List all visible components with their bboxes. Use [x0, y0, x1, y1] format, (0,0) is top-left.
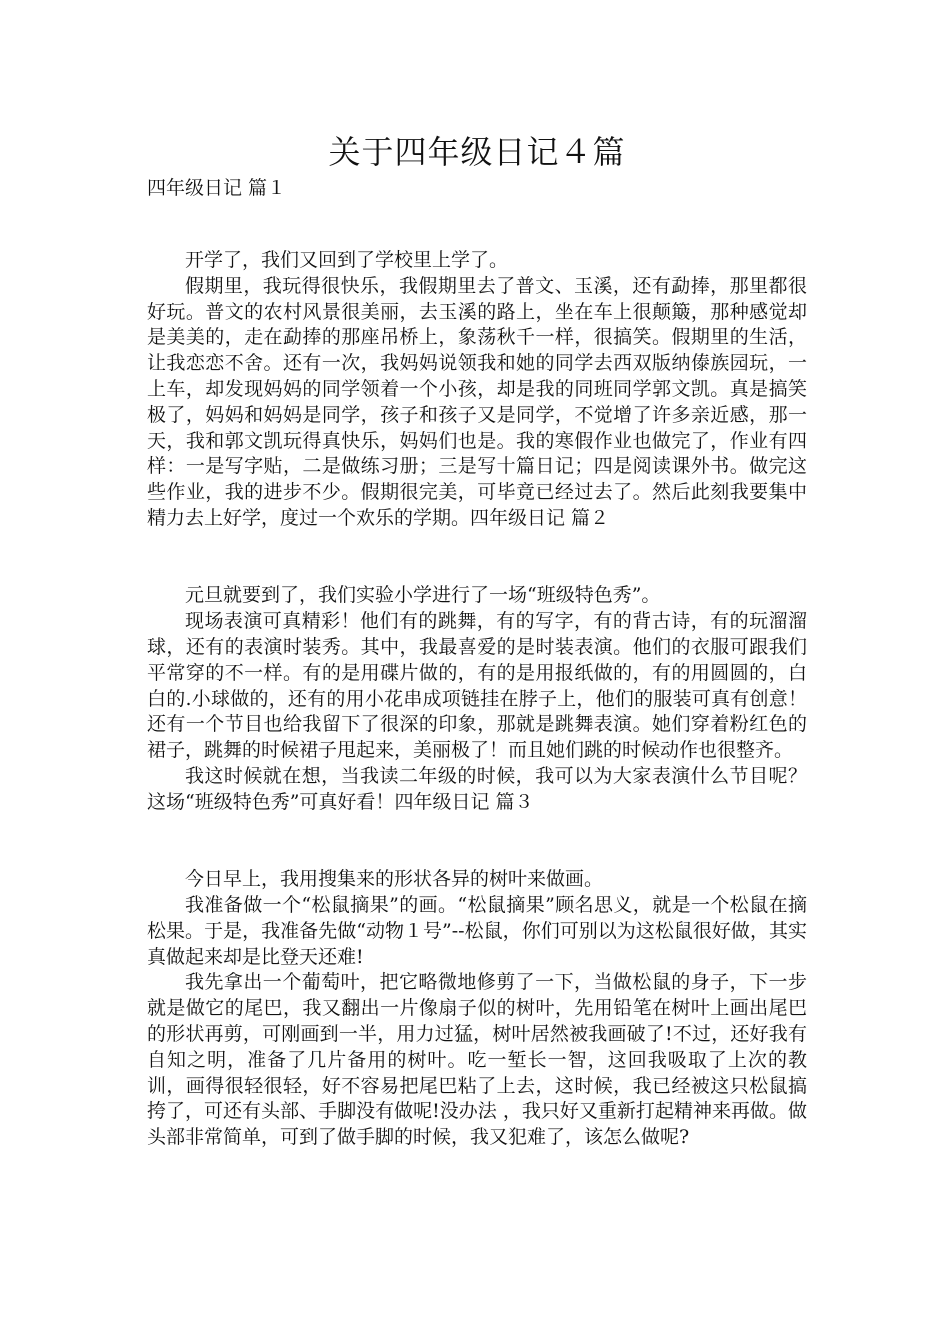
entry-heading-2: 四年级日记 篇２ — [470, 506, 610, 529]
document-body — [147, 248, 807, 1151]
entry2-paragraph-1: 元旦就要到了，我们实验小学进行了一场“班级特色秀”。 — [185, 584, 661, 607]
entry3-paragraph-2: 我准备做一个“松鼠摘果”的画。“松鼠摘果”顾名思义，就是一个松鼠在摘松果。于是，我准备先做“动物１号”--松鼠，你们可别以为这松鼠很好做，其实真做起来却是比登天还难! — [147, 893, 807, 968]
entry3-paragraph-3: 我先拿出一个葡萄叶，把它略微地修剪了一下，当做松鼠的身子，下一步就是做它的尾巴，我又翻出一片像扇子似的树叶，先用铅笔在树叶上画出尾巴的形状再剪，可刚画到一半，用力过猛，树叶居然被我画破了!不过，还好我有自知之明，准备了几片备用的树叶。吃一堑长一智，这回我吸取了上次的教训，画得很轻很轻，好不容易把尾巴粘了上去，这时候，我已经被这只松鼠搞挎了，可还有头部、手脚没有做呢!没办法 ，我只好又重新打起精神来再做。做头部非常简单，可到了做手脚的时候，我又犯难了，该怎么做呢? — [147, 971, 807, 1149]
section-gap — [147, 816, 807, 868]
entry3-paragraph-1: 今日早上，我用搜集来的形状各异的树叶来做画。 — [185, 868, 604, 891]
entry-heading-3: 四年级日记 篇３ — [394, 790, 534, 813]
entry-heading-1: 四年级日记 篇１ — [147, 177, 287, 199]
section-gap — [147, 532, 807, 584]
document-title: 关于四年级日记４篇 — [328, 133, 626, 171]
entry2-paragraph-2: 现场表演可真精彩！他们有的跳舞，有的写字，有的背古诗，有的玩溜溜球，还有的表演时装秀。其中，我最喜爱的是时装表演。他们的衣服可跟我们平常穿的不一样。有的是用碟片做的，有的是用报纸做的，有的用圆圆的，白白的.小球做的，还有的用小花串成项链挂在脖子上，他们的服装可真有创意！还有一个节目也给我留下了很深的印象，那就是跳舞表演。她们穿着粉红色的裙子，跳舞的时候裙子甩起来，美丽极了！而且她们跳的时候动作也很整齐。 — [147, 610, 807, 762]
entry1-paragraph-2-text: 假期里，我玩得很快乐，我假期里去了普文、玉溪，还有勐捧，那里都很好玩。普文的农村风景很美丽，去玉溪的路上，坐在车上很颠簸，那种感觉却是美美的，走在勐捧的那座吊桥上，象荡秋千一样，很搞笑。假期里的生活，让我恋恋不舍。还有一次，我妈妈说领我和她的同学去西双版纳傣族园玩，一上车，却发现妈妈的同学领着一个小孩，却是我的同班同学郭文凯。真是搞笑极了，妈妈和妈妈是同学，孩子和孩子又是同学，不觉增了许多亲近感，那一天，我和郭文凯玩得真快乐，妈妈们也是。我的寒假作业也做完了，作业有四样：一是写字贴，二是做练习册；三是写十篇日记；四是阅读课外书。做完这些作业，我的进步不少。假期很完美，可毕竟已经过去了。然后此刻我要集中精力去上好学，度过一个欢乐的学期。 — [147, 274, 807, 529]
entry1-paragraph-1: 开学了，我们又回到了学校里上学了。 — [185, 249, 509, 271]
entry2-paragraph-3 — [147, 764, 807, 816]
entry2-paragraph-3-text: 我这时候就在想，当我读二年级的时候，我可以为大家表演什么节目呢？这场“班级特色秀”可真好看！ — [147, 764, 807, 813]
entry1-paragraph-2 — [147, 274, 807, 532]
